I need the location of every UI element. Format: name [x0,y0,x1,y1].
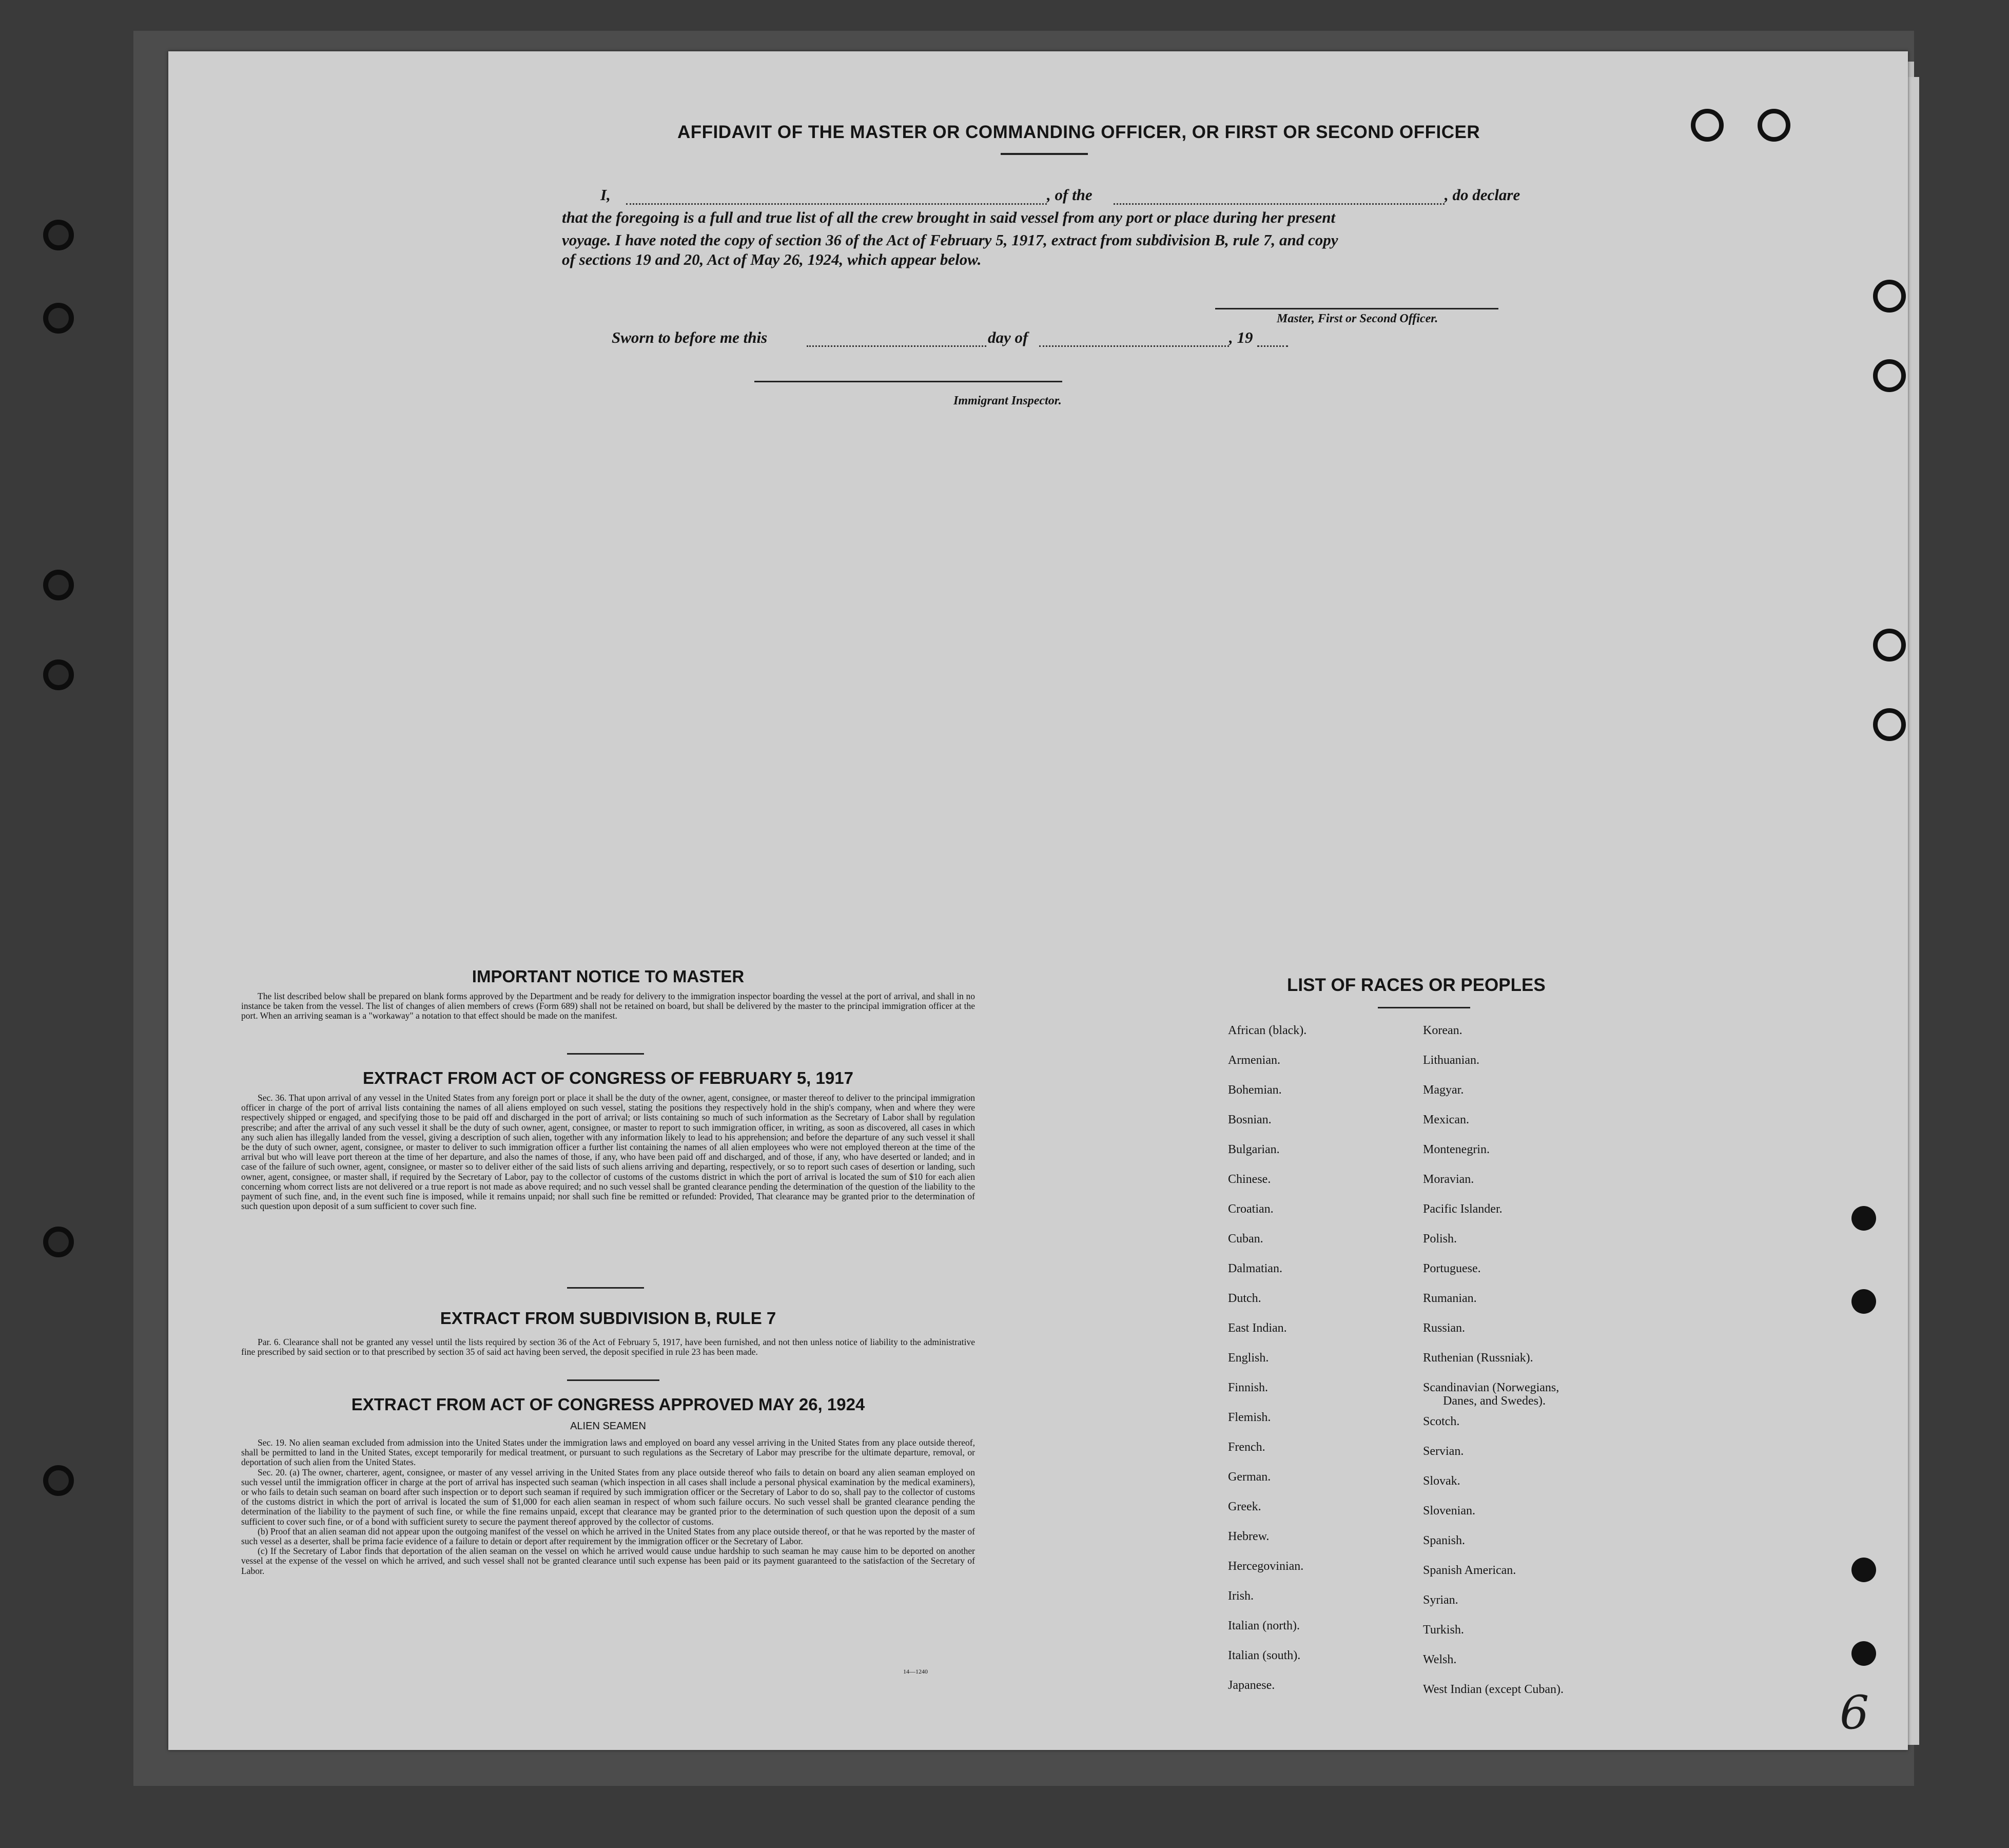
race-item: Italian (south). [1228,1649,1301,1662]
master-signature-field[interactable] [1215,308,1498,309]
race-item: Montenegrin. [1423,1143,1490,1156]
race-item: Korean. [1423,1024,1462,1037]
race-item: Hercegovinian. [1228,1560,1304,1573]
master-name-field[interactable] [626,203,1047,205]
race-item: Greek. [1228,1500,1261,1513]
punch-hole-icon [1873,280,1906,313]
race-item: Slovak. [1423,1474,1460,1488]
race-item: Rumanian. [1423,1292,1477,1305]
punch-hole-icon [43,1465,74,1496]
affidavit-do-declare-label: , do declare [1445,186,1520,204]
race-item: Bulgarian. [1228,1143,1280,1156]
race-item: Flemish. [1228,1411,1271,1424]
race-item: Scandinavian (Norwegians, [1423,1381,1559,1394]
race-item: Ruthenian (Russniak). [1423,1351,1533,1365]
extract-rule7-paragraph: Par. 6. Clearance shall not be granted any vessel until the lists required by section 36 of the Act of February 5, 1917, have been furnished, and not then unless notice of liability to the administrative fine prescribed by said section or to that prescribed by section 35 of said act having been served, the deposit specified in rule 23 has been made. [241,1337,975,1357]
extract-1924-text [241,1438,975,1576]
extract-1924-sec20c: (c) If the Secretary of Labor finds that deportation of the alien seaman on the vessel on which he arrived would cause undue hardship to such seaman he may cause him to be deported on another vessel at the expense of the vessel on which he arrived, and such vessel shall not be granted clearance until such expense has been paid or its payment guaranteed to the satisfaction of the Secretary of Labor. [241,1546,975,1576]
punch-hole-icon [43,220,74,250]
notice-paragraph: The list described below shall be prepared on blank forms approved by the Department and be ready for delivery to the immigration inspector boarding the vessel at the port of arrival, and shall in no instance be taken from the vessel. The list of changes of alien members of crews (Form 689) shall not be retained on board, but shall be delivered by the master to the principal immigration officer at the port. When an arriving seaman is a "workaway" a notation to that effect should be made on the manifest. [241,991,975,1021]
race-item: Welsh. [1423,1653,1457,1666]
punch-hole-icon [1851,1206,1876,1231]
extract-1917-text [241,1093,975,1211]
race-item: Italian (north). [1228,1619,1300,1632]
race-item: Chinese. [1228,1173,1271,1186]
race-item: Croatian. [1228,1202,1274,1216]
vessel-name-field[interactable] [1114,203,1445,205]
punch-hole-icon [1873,629,1906,662]
race-item: Japanese. [1228,1679,1275,1692]
race-item: Mexican. [1423,1113,1469,1126]
race-item: Spanish American. [1423,1564,1516,1577]
affidavit-of-the-label: , of the [1047,186,1093,204]
race-item: Portuguese. [1423,1262,1481,1275]
race-item: Irish. [1228,1589,1254,1603]
punch-hole-icon [1873,359,1906,392]
race-item: Slovenian. [1423,1504,1475,1518]
punch-hole-icon [43,659,74,690]
punch-hole-icon [1691,109,1724,142]
extract-rule7-text [241,1337,975,1357]
race-item: Servian. [1423,1445,1464,1458]
race-item: West Indian (except Cuban). [1423,1683,1564,1696]
race-item: Russian. [1423,1321,1466,1335]
race-item: Polish. [1423,1232,1457,1246]
affidavit-line-4: of sections 19 and 20, Act of May 26, 1924, which appear below. [562,250,982,268]
race-item: African (black). [1228,1024,1307,1037]
race-item: Turkish. [1423,1623,1464,1637]
race-item: Magyar. [1423,1083,1464,1097]
form-number: 14—1240 [903,1668,928,1675]
race-item: Scotch. [1423,1415,1460,1428]
punch-hole-icon [1758,109,1790,142]
extract-1924-sec20a: Sec. 20. (a) The owner, charterer, agent, consignee, or master of any vessel arriving in the United States from any place outside thereof who fails to detain on board any alien seaman employed on such vessel until the immigration officer in charge at the port of arrival has inspected such seaman (which inspection in all cases shall include a personal physical examination by the medical examiners), or who fails to detain such seaman on board after such inspection or to deport such seaman if required by such immigration officer or the Secretary of Labor to do so, shall pay to the collector of customs of the customs district in which the port of arrival is located the sum of $1,000 for each alien seaman in respect of whom such failure occurs. No such vessel shall be granted clearance pending the determination of the liability to the payment of such fine, or while the fine remains unpaid, except that clearance may be granted prior to the determination of such question upon the deposit of a sum sufficient to cover such fine, or of a bond with sufficient surety to secure the payment thereof approved by the collector of customs. [241,1467,975,1527]
races-title: LIST OF RACES OR PEOPLES [1287,975,1546,995]
sworn-label: Sworn to before me this [612,328,768,346]
race-item: English. [1228,1351,1269,1365]
race-item-continuation: Danes, and Swedes). [1443,1394,1546,1408]
punch-hole-icon [43,1227,74,1257]
day-of-label: day of [988,328,1028,346]
race-item: Pacific Islander. [1423,1202,1503,1216]
punch-hole-icon [1873,708,1906,741]
inspector-signature-field[interactable] [754,381,1062,382]
affidavit-line-3: voyage. I have noted the copy of section 36 of the Act of February 5, 1917, extract from subdivision B, rule 7, and copy [562,231,1338,249]
section-divider [567,1379,659,1381]
year-label: , 19 [1229,328,1253,346]
affidavit-i-label: I, [600,186,611,204]
signature-label: Master, First or Second Officer. [1277,312,1438,325]
race-item: Syrian. [1423,1593,1458,1607]
punch-hole-icon [1851,1641,1876,1666]
races-title-rule [1378,1007,1470,1008]
section-divider [567,1287,644,1289]
handwritten-mark: 6 [1840,1686,1869,1740]
extract-1917-paragraph: Sec. 36. That upon arrival of any vessel in the United States from any foreign port or place it shall be the duty of the owner, agent, consignee, or master thereof to deliver to the principal immigration officer in charge of the port of arrival lists containing the names of all aliens employed on such vessel, stating the positions they respectively hold in the ship's company, when and where they were respectively shipped or engaged, and specifying those to be paid off and discharged in the port of arrival; or lists containing so much of such information as the Secretary of Labor shall by regulation prescribe; and after the arrival of any such vessel it shall be the duty of such owner, agent, consignee, or master to report to such immigration officer, in writing, as soon as discovered, all cases in which any such alien has illegally landed from the vessel, giving a description of such alien, together with any information likely to lead to his apprehension; and before the departure of any such vessel it shall be the duty of such owner, agent, consignee, or master to deliver to such immigration officer a further list containing the names of all alien employees who were not employed thereon at the time of the arrival but who will leave port thereon at the time of her departure, and also the names of those, if any, who have been paid off and discharged, and of those, if any, who have deserted or landed; and in case of the failure of such owner, agent, consignee, or master so to deliver either of the said lists of such aliens arriving and departing, respectively, or so to report such cases of desertion or landing, such owner, agent, consignee, or master shall, if required by the Secretary of Labor, pay to the collector of customs of the customs district in which the port of arrival is located the sum of $10 for each alien concerning whom correct lists are not delivered or a true report is not made as above required; and no such vessel shall be granted clearance pending the determination of the question of the liability to the payment of such fine, and, in the event such fine is imposed, while it remains unpaid; nor shall such fine be remitted or refunded: Provided, That clearance may be granted prior to the determination of such question upon deposit of a sum sufficient to cover such fine. [241,1093,975,1212]
sworn-day-field[interactable] [807,345,986,347]
race-item: French. [1228,1441,1265,1454]
race-item: East Indian. [1228,1321,1287,1335]
extract-1924-title: EXTRACT FROM ACT OF CONGRESS APPROVED MAY 26, 1924 [351,1395,865,1414]
race-item: Dutch. [1228,1292,1261,1305]
inspector-label: Immigrant Inspector. [953,394,1062,407]
race-item: Spanish. [1423,1534,1466,1547]
section-divider [567,1053,644,1055]
extract-1924-sec19: Sec. 19. No alien seaman excluded from admission into the United States under the immigration laws and employed on board any vessel arriving in the United States from any place outside thereof, shall be permitted to land in the United States, except temporarily for medical treatment, or pursuant to such regulations as the Secretary of Labor may prescribe for the ultimate departure, removal, or deportation of such alien from the United States. [241,1437,975,1468]
affidavit-title: AFFIDAVIT OF THE MASTER OR COMMANDING OFFICER, OR FIRST OR SECOND OFFICER [677,122,1480,142]
race-item: Dalmatian. [1228,1262,1282,1275]
sworn-month-field[interactable] [1039,345,1229,347]
race-item: Bohemian. [1228,1083,1282,1097]
race-item: Lithuanian. [1423,1054,1479,1067]
race-item: German. [1228,1470,1271,1484]
race-item: Bosnian. [1228,1113,1272,1126]
notice-title: IMPORTANT NOTICE TO MASTER [472,967,745,986]
notice-text [241,991,975,1021]
extract-1924-sec20b: (b) Proof that an alien seaman did not appear upon the outgoing manifest of the vessel on which he arrived in the United States from any place outside thereof, or that he was reported by the master of such vessel as a deserter, shall be prima facie evidence of a failure to detain or deport after requirement by the immigration officer or the Secretary of Labor. [241,1526,975,1547]
punch-hole-icon [1851,1289,1876,1314]
race-item: Moravian. [1423,1173,1474,1186]
affidavit-line-2: that the foregoing is a full and true list of all the crew brought in said vessel from any port or place during her present [562,208,1336,226]
punch-hole-icon [43,570,74,600]
race-item: Finnish. [1228,1381,1269,1394]
race-item: Cuban. [1228,1232,1263,1246]
extract-rule7-title: EXTRACT FROM SUBDIVISION B, RULE 7 [440,1309,776,1328]
race-item: Hebrew. [1228,1530,1270,1543]
extract-1917-title: EXTRACT FROM ACT OF CONGRESS OF FEBRUARY 5, 1917 [363,1068,853,1087]
sworn-year-field[interactable] [1257,345,1288,347]
punch-hole-icon [1851,1558,1876,1582]
extract-1924-subtitle: ALIEN SEAMEN [570,1421,646,1432]
affidavit-title-rule [1001,153,1088,155]
punch-hole-icon [43,303,74,334]
race-item: Armenian. [1228,1054,1280,1067]
